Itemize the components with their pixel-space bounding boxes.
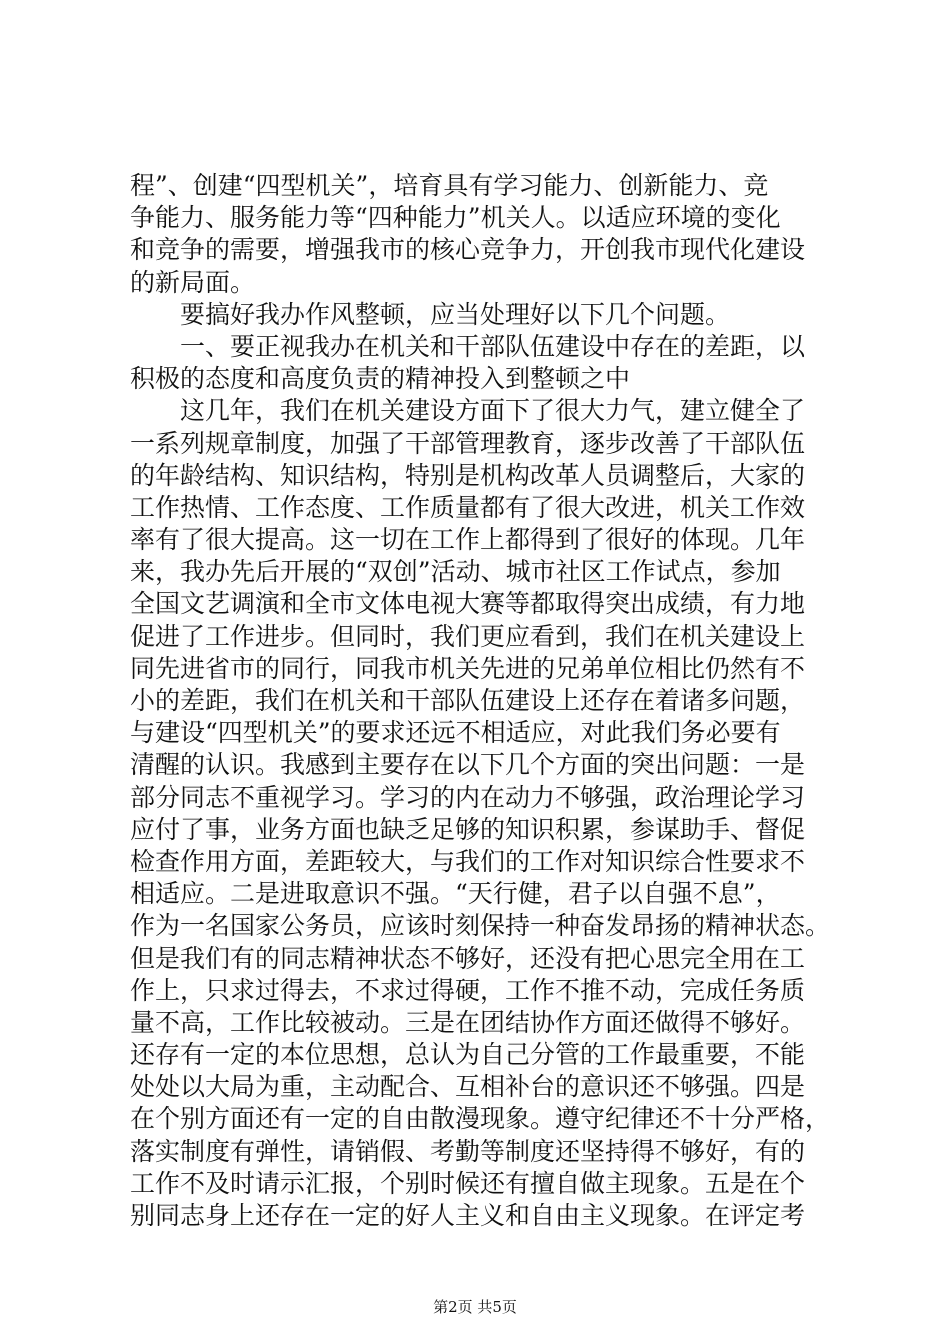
page-footer: 第2页 共5页 — [433, 1298, 517, 1316]
text-line: 的年龄结构、知识结构，特别是机构改革人员调整后，大家的 — [130, 460, 806, 490]
text-line: 落实制度有弹性，请销假、考勤等制度还坚持得不够好，有的 — [130, 1136, 806, 1166]
text-line: 处处以大局为重，主动配合、互相补台的意识还不够强。四是 — [130, 1072, 806, 1102]
text-line: 的新局面。 — [130, 267, 256, 297]
text-line: 检查作用方面，差距较大，与我们的工作对知识综合性要求不 — [130, 846, 806, 876]
text-line: 部分同志不重视学习。学习的内在动力不够强，政治理论学习 — [130, 782, 806, 812]
text-line: 别同志身上还存在一定的好人主义和自由主义现象。在评定考 — [130, 1201, 806, 1230]
text-line: 全国文艺调演和全市文体电视大赛等都取得突出成绩，有力地 — [130, 589, 806, 619]
text-line: 与建设“四型机关”的要求还远不相适应，对此我们务必要有 — [130, 718, 781, 748]
text-line: 工作热情、工作态度、工作质量都有了很大改进，机关工作效 — [130, 492, 806, 522]
text-line: 作上，只求过得去，不求过得硬，工作不推不动，完成任务质 — [130, 975, 806, 1005]
text-line: 还存有一定的本位思想，总认为自己分管的工作最重要，不能 — [130, 1040, 806, 1070]
text-line: 工作不及时请示汇报，个别时候还有擅自做主现象。五是在个 — [130, 1168, 806, 1198]
text-line: 但是我们有的同志精神状态不够好，还没有把心思完全用在工 — [130, 943, 806, 973]
text-line: 这几年，我们在机关建设方面下了很大力气，建立健全了 — [130, 396, 806, 426]
text-line: 率有了很大提高。这一切在工作上都得到了很好的体现。几年 — [130, 525, 806, 555]
text-line: 清醒的认识。我感到主要存在以下几个方面的突出问题：一是 — [130, 750, 806, 780]
text-line: 一、要正视我办在机关和干部队伍建设中存在的差距，以 — [130, 331, 806, 361]
text-line: 同先进省市的同行，同我市机关先进的兄弟单位相比仍然有不 — [130, 653, 806, 683]
text-line: 小的差距，我们在机关和干部队伍建设上还存在着诸多问题， — [130, 686, 806, 715]
document-body — [130, 170, 830, 1232]
text-line: 来，我办先后开展的“双创”活动、城市社区工作试点，参加 — [130, 557, 781, 587]
text-line: 一系列规章制度，加强了干部管理教育，逐步改善了干部队伍 — [130, 428, 806, 458]
text-line: 积极的态度和高度负责的精神投入到整顿之中 — [130, 364, 631, 394]
text-line: 程”、创建“四型机关”，培育具有学习能力、创新能力、竞 — [130, 171, 769, 200]
text-line: 作为一名国家公务员，应该时刻保持一种奋发昂扬的精神状态。 — [130, 911, 831, 941]
text-line: 争能力、服务能力等“四种能力”机关人。以适应环境的变化 — [130, 203, 781, 233]
text-line: 应付了事，业务方面也缺乏足够的知识积累，参谋助手、督促 — [130, 814, 806, 844]
text-line: 在个别方面还有一定的自由散漫现象。遵守纪律还不十分严格， — [130, 1104, 831, 1134]
text-line: 促进了工作进步。但同时，我们更应看到，我们在机关建设上 — [130, 621, 806, 651]
text-line: 量不高，工作比较被动。三是在团结协作方面还做得不够好。 — [130, 1007, 806, 1037]
text-line: 要搞好我办作风整顿，应当处理好以下几个问题。 — [130, 299, 731, 329]
text-line: 和竞争的需要，增强我市的核心竞争力，开创我市现代化建设 — [130, 235, 806, 265]
text-line: 相适应。二是进取意识不强。“天行健，君子以自强不息”， — [130, 879, 781, 909]
